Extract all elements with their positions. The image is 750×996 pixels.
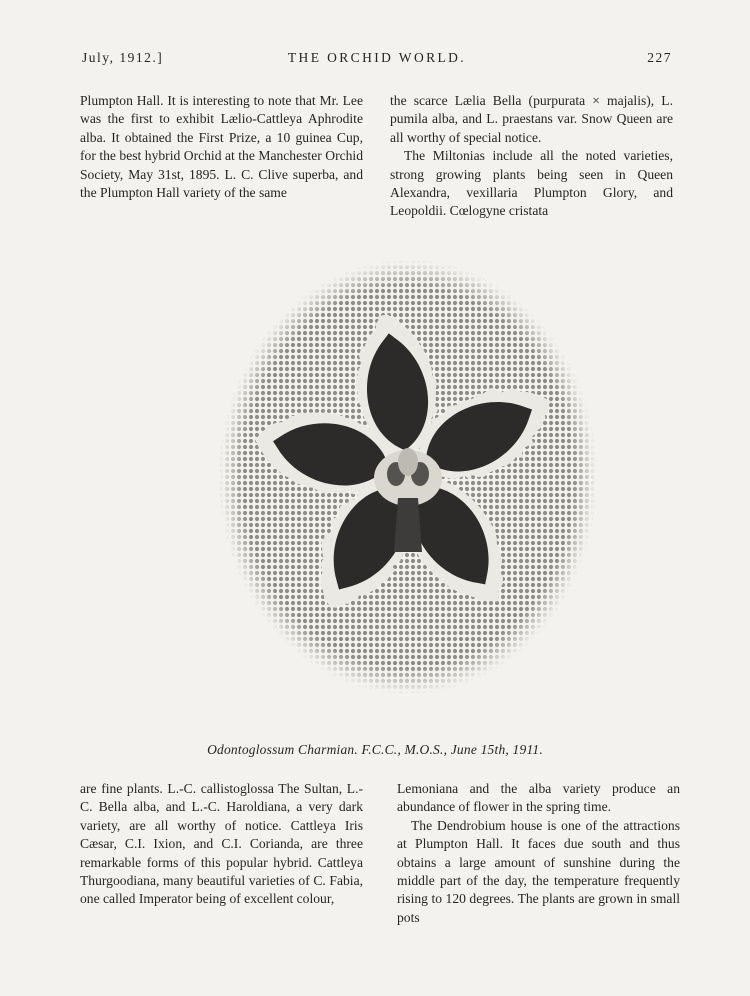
top-left-column — [80, 92, 363, 202]
paragraph: the scarce Lælia Bella (purpurata × majalis), L. pumila alba, and L. praestans var. Snow Queen are all worthy of special notice. — [390, 93, 673, 145]
bottom-right-column — [397, 780, 680, 927]
running-header — [82, 50, 672, 74]
header-date: July, 1912.] — [82, 50, 164, 65]
paragraph: The Dendrobium house is one of the attractions at Plumpton Hall. It faces due south and thus obtains a large amount of sunshine during the middle part of the day, the temperature frequently rising to 120 degrees. The plants are grown in small pots — [397, 817, 680, 925]
bottom-left-column — [80, 780, 363, 909]
top-right-column — [390, 92, 673, 221]
paragraph: Plumpton Hall. It is interesting to note that Mr. Lee was the first to exhibit Lælio-Cattleya Aphrodite alba. It obtained the First Prize, a 10 guinea Cup, for the best hybrid Orchid at the Manchester Orchid Society, May 31st, 1895. L. C. Clive superba, and the Plumpton Hall variety of the same — [80, 93, 363, 201]
paragraph: are fine plants. L.-C. callistoglossa The Sultan, L.-C. Bella alba, and L.-C. Haroldiana, a very dark variety, are all worthy of notice. Cattleya Iris Cæsar, C.I. Ixion, and C.I. Corianda, are three remarkable forms of this popular hybrid. Cattleya Thurgoodiana, many beautiful varieties of C. Fabia, one called Imperator being of excellent colour, — [80, 781, 363, 907]
journal-title: THE ORCHID WORLD. — [287, 50, 467, 65]
figure-caption: Odontoglossum Charmian. F.C.C., M.O.S., June 15th, 1911. — [207, 742, 543, 757]
orchid-photograph — [218, 258, 598, 696]
page-number: 227 — [647, 50, 672, 65]
paragraph: Lemoniana and the alba variety produce an abundance of flower in the spring time. — [397, 781, 680, 815]
paragraph: The Miltonias include all the noted varieties, strong growing plants being seen in Queen Alexandra, vexillaria Plumpton Glory, and Leopoldii. Cœlogyne cristata — [390, 148, 673, 219]
